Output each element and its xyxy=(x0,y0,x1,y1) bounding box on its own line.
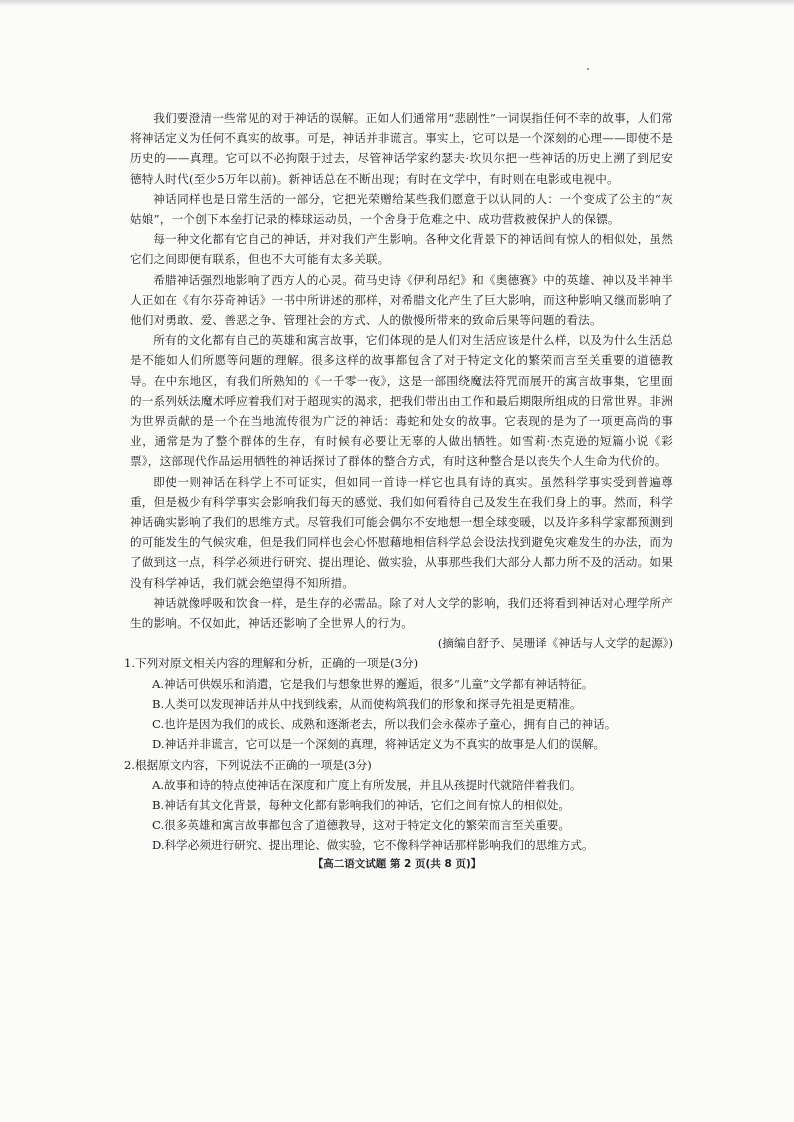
passage-paragraph: 希腊神话强烈地影响了西方人的心灵。荷马史诗《伊利昂纪》和《奥德赛》中的英雄、神以及半神半人正如在《有尔芬奇神话》一书中所讲述的那样，对希腊文化产生了巨大影响，而这种影响又继而影响了他们对勇敢、爱、善恶之争、管理社会的方式、人的傲慢所带来的致命后果等问题的看法。 xyxy=(130,272,673,328)
answer-option-b: B.神话有其文化背景，每种文化都有影响我们的神话，它们之间有惊人的相似处。 xyxy=(152,797,570,812)
answer-option-c: C.也许是因为我们的成长、成熟和逐渐老去，所以我们会永葆赤子童心，拥有自己的神话。 xyxy=(152,717,617,732)
question-1 xyxy=(124,653,673,754)
scan-edge xyxy=(0,0,794,6)
page-footer: 【高二语文试题 第 2 页(共 8 页)】 xyxy=(312,858,482,870)
passage-paragraph: 即使一则神话在科学上不可证实，但如同一首诗一样它也具有诗的真实。虽然科学事实受到普遍尊重，但是极少有科学事实会影响我们每天的感觉、我们如何看待自己及发生在我们身上的事。然而，科学神话确实影响了我们的思维方式。尽管我们可能会偶尔不安地想一想全球变暖，以及许多科学家都预测到的可能发生的气候灾难，但是我们同样也会心怀慰藉地相信科学总会设法找到避免灾难发生的办法，而为了做到这一点，科学必须进行研究、提出理论、做实验，从事那些我们大部分人都力所不及的活动。如果没有科学神话，我们就会绝望得不知所措。 xyxy=(130,474,673,590)
question-2 xyxy=(124,755,673,856)
answer-option-a: A.神话可供娱乐和消遣，它是我们与想象世界的邂逅，很多“儿童”文学都有神话特征。 xyxy=(152,676,594,691)
passage-paragraph: 神话就像呼吸和饮食一样，是生存的必需品。除了对人文学的影响，我们还将看到神话对心理学所产生的影响。不仅如此，神话还影响了全世界人的行为。 xyxy=(130,595,673,631)
question-stem: 2.根据原文内容，下列说法不正确的一项是(3分) xyxy=(124,757,372,772)
answer-option-a: A.故事和诗的特点使神话在深度和广度上有所发展，并且从孩提时代就陪伴着我们。 xyxy=(152,777,582,792)
passage-paragraph: 每一种文化都有它自己的神话，并对我们产生影响。各种文化背景下的神话间有惊人的相似处，虽然它们之间即便有联系，但也不大可能有太多关联。 xyxy=(130,232,673,267)
scan-speck xyxy=(587,68,589,70)
reading-passage xyxy=(130,108,673,653)
passage-paragraph: 神话同样也是日常生活的一部分，它把光荣赠给某些我们愿意于以认同的人：一个变成了公主的“灰姑娘”，一个创下本垒打记录的棒球运动员，一个舍身于危难之中、成功营救被保护人的保镖。 xyxy=(130,191,673,227)
answer-option-c: C.很多英雄和寓言故事都包含了道德教导，这对于特定文化的繁荣而言至关重要。 xyxy=(152,818,570,833)
question-stem: 1.下列对原文相关内容的理解和分析，正确的一项是(3分) xyxy=(124,656,419,671)
passage-paragraph: 所有的文化都有自己的英雄和寓言故事，它们体现的是人们对生活应该是什么样，以及为什么生活总是不能如人们所愿等问题的理解。很多这样的故事都包含了对于特定文化的繁荣而言至关重要的道德教导。在中东地区，有我们所熟知的《一千零一夜》，这是一部围绕魔法符咒而展开的寓言故事集，它里面的一系列妖法魔术呼应着我们对于超现实的渴求，把我们带出由工作和最后期限所组成的日常世界。非洲为世界贡献的是一个在当地流传很为广泛的神话：毒蛇和处女的故事。它表现的是为了一项更高尚的事业，通常是为了整个群体的生存，有时候有必要让无辜的人做出牺牲。如雪莉·杰克逊的短篇小说《彩票》，这部现代作品运用牺牲的神话探讨了群体的整合方式，有时这种整合是以丧失个人生命为代价的。 xyxy=(130,333,673,469)
answer-option-d: D.科学必须进行研究、提出理论、做实验，它不像科学神话那样影响我们的思维方式。 xyxy=(152,838,594,853)
answer-option-b: B.人类可以发现神话并从中找到线索，从而使构筑我们的形象和探寻先祖是更精准。 xyxy=(152,696,582,711)
passage-paragraph: 我们要澄清一些常见的对于神话的误解。正如人们通常用“悲剧性”一词误指任何不幸的故事，人们常将神话定义为任何不真实的故事。可是，神话并非谎言。事实上，它可以是一个深刻的心理——即使不是历史的——真理。它可以不必拘限于过去，尽管神话学家约瑟夫·坎贝尔把一些神话的历史上溯了到尼安德特人时代(至少5万年以前)。新神话总在不断出现；有时在文学中，有时则在电影或电视中。 xyxy=(130,111,673,186)
passage-source: (摘编自舒予、吴珊译《神话与人文学的起源》) xyxy=(437,636,673,651)
page-content xyxy=(124,108,673,856)
answer-option-d: D.神话并非谎言，它可以是一个深刻的真理，将神话定义为不真实的故事是人们的误解。 xyxy=(152,737,606,752)
